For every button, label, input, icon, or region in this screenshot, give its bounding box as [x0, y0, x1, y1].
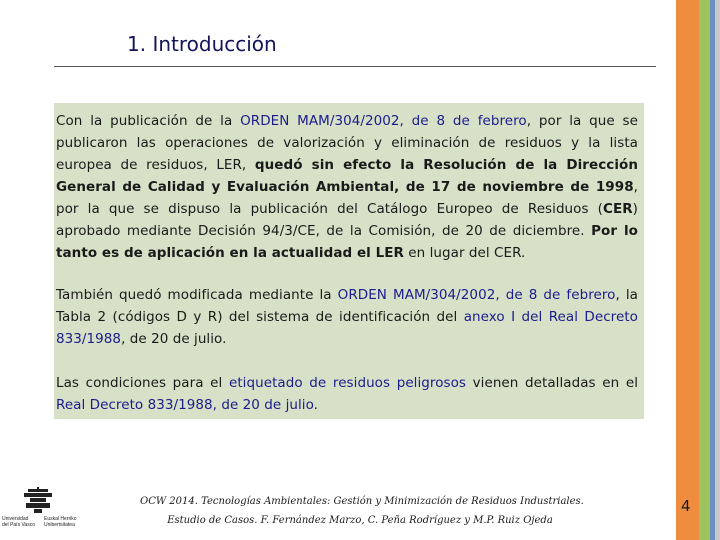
text: , por la que se publicaron las operaciones de valorización y eliminación de residuos y la lista europea de residuos, LER, [56, 113, 638, 173]
paragraph-1 [56, 110, 638, 264]
text: ) aprobado mediante Decisión 94/3/CE, de la Comisión, de 20 de diciembre. [56, 201, 638, 239]
text: También quedó modificada mediante la [56, 287, 338, 303]
text: , por la que se dispuso la publicación del Catálogo Europeo de Residuos ( [56, 179, 638, 217]
page-title: 1. Introducción [127, 32, 277, 56]
footer-line-2: Estudio de Casos. F. Fernández Marzo, C. Peña Rodríguez y M.P. Ruiz Ojeda [167, 515, 553, 526]
logo-text-left-2: del País Vasco [2, 522, 35, 528]
highlight-annex-reference: anexo I del Real Decreto 833/1988 [56, 309, 638, 347]
bold-cer: CER [602, 201, 633, 217]
text: vienen detalladas en el [465, 375, 638, 391]
decorative-stripe-green [699, 0, 710, 540]
decorative-stripe-grey [715, 0, 720, 540]
highlight-order-reference: ORDEN MAM/304/2002, de 8 de febrero [337, 287, 616, 303]
text: en lugar del CER. [403, 245, 526, 261]
text: , de 20 de julio. [121, 331, 227, 347]
paragraph-3 [56, 372, 638, 416]
title-divider [54, 66, 656, 67]
bold-resolution-text: quedó sin efecto la Resolución de la Dirección General de Calidad y Evaluación Ambiental, de 17 de noviembre de 1998 [56, 157, 638, 195]
text: Las condiciones para el [56, 375, 229, 391]
text: Con la publicación de la [56, 113, 241, 129]
paragraph-2 [56, 284, 638, 350]
university-logo [0, 487, 82, 529]
footer-citation [140, 492, 584, 530]
highlight-order-reference: ORDEN MAM/304/2002, de 8 de febrero [240, 113, 527, 129]
highlight-royal-decree: Real Decreto 833/1988, de 20 de julio [56, 397, 314, 413]
decorative-stripe-orange [676, 0, 699, 540]
bold-ler-text: Por lo tanto es de aplicación en la actualidad el LER [56, 223, 639, 261]
highlight-labelling: etiquetado de residuos peligrosos [228, 375, 466, 391]
text: . [313, 397, 319, 413]
footer-line-1: OCW 2014. Tecnologías Ambientales: Gestión y Minimización de Residuos Industriales. [140, 496, 584, 507]
logo-text-left-1: Universidad [2, 516, 29, 522]
logo-text-right-2: Unibertsitatea [44, 522, 75, 528]
university-emblem-icon [24, 487, 52, 513]
text: , la Tabla 2 (códigos D y R) del sistema de identificación del [56, 287, 638, 325]
page-number: 4 [681, 497, 691, 515]
logo-text-right-1: Euskal Herriko [44, 516, 77, 522]
